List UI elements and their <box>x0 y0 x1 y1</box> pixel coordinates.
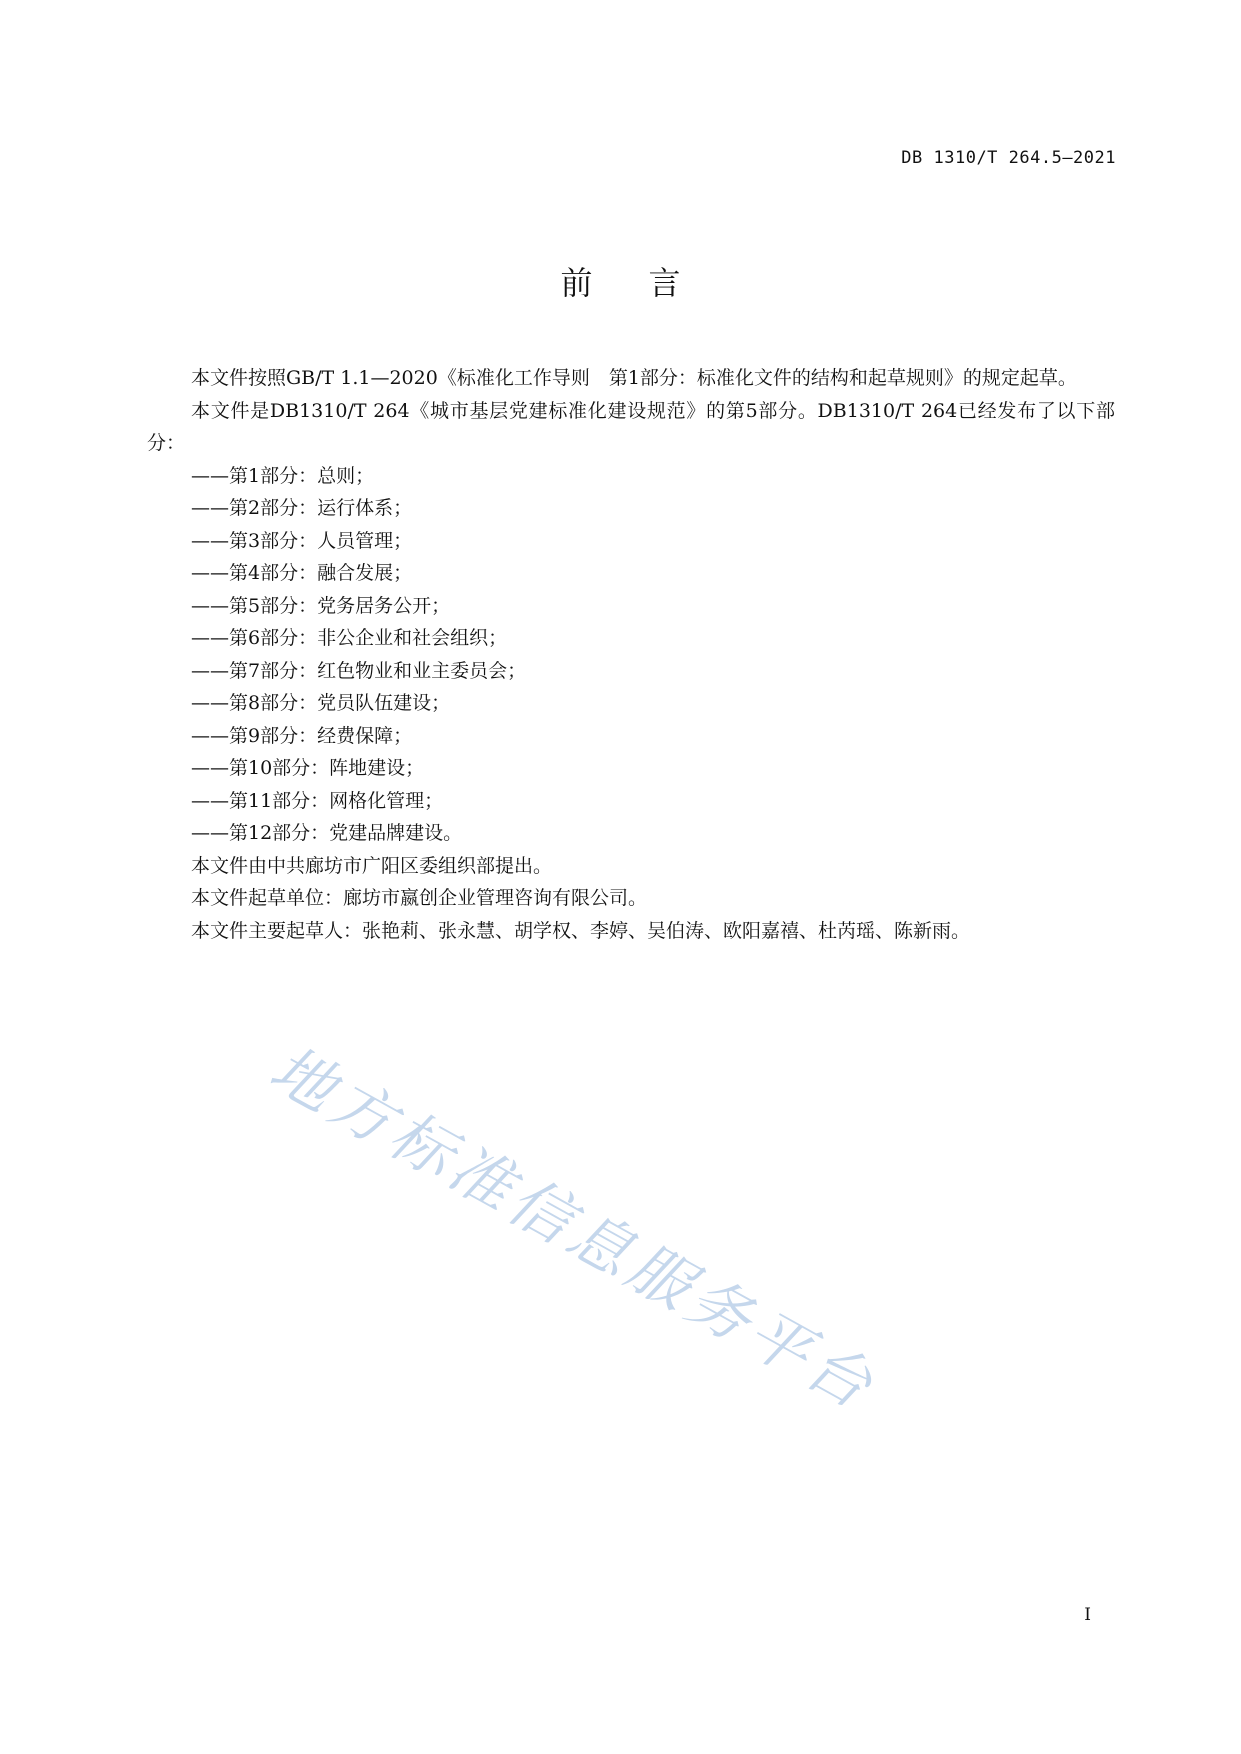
list-item: ——第8部分：党员队伍建设； <box>191 692 451 714</box>
paragraph-drafters: 本文件主要起草人：张艳莉、张永慧、胡学权、李婷、吴伯涛、欧阳嘉禧、杜芮瑶、陈新雨。 <box>191 919 971 942</box>
foreword-body <box>147 362 1115 947</box>
paragraph-series-intro: 本文件是DB1310/T 264《城市基层党建标准化建设规范》的第5部分。DB1310/T 264已经发布了以下部分： <box>147 399 1115 454</box>
page-number: I <box>1084 1605 1091 1625</box>
list-item: ——第2部分：运行体系； <box>191 497 413 519</box>
paragraph-drafting-basis: 本文件按照GB/T 1.1—2020《标准化工作导则 第1部分：标准化文件的结构和起草规则》的规定起草。 <box>191 367 1077 389</box>
paragraph-proposer: 本文件由中共廊坊市广阳区委组织部提出。 <box>191 854 553 877</box>
list-item: ——第9部分：经费保障； <box>191 724 413 747</box>
watermark: 地方标准信息服务平台 <box>258 1031 889 1425</box>
page-title: 前言 <box>560 264 737 302</box>
list-item: ——第12部分：党建品牌建设。 <box>191 822 463 844</box>
paragraph-drafting-unit: 本文件起草单位：廊坊市嬴创企业管理咨询有限公司。 <box>191 887 648 909</box>
list-item: ——第6部分：非公企业和社会组织； <box>191 627 508 649</box>
document-code: DB 1310/T 264.5—2021 <box>901 148 1116 168</box>
list-item: ——第3部分：人员管理； <box>191 529 413 552</box>
list-item: ——第4部分：融合发展； <box>191 562 413 584</box>
list-item: ——第11部分：网格化管理； <box>191 789 444 812</box>
list-item: ——第7部分：红色物业和业主委员会； <box>191 659 527 682</box>
list-item: ——第5部分：党务居务公开； <box>191 594 451 617</box>
list-item: ——第10部分：阵地建设； <box>191 757 425 779</box>
list-item: ——第1部分：总则； <box>191 464 375 487</box>
